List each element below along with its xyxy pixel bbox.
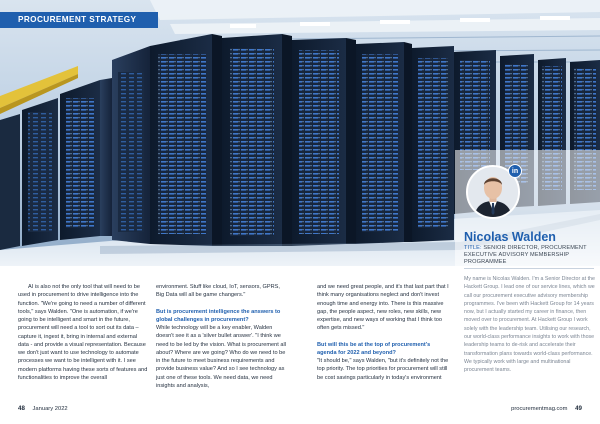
profile-bio: My name is Nicolas Walden. I'm a Senior Director at the Hackett Group. I lead one of our service lines, which we call our procurement executive advisory membership programmes. I've been with Hackett Group for 14 years now, but I actually started my career in finance, then moved over to procurement. At Hackett Group I work solely with the leadership team. Utilising our research, our world-class performance insights to work with those leadership teams to de-risk and accelerate their transformation plans towards world-class performance. We typically work with large and multinational procurement teams. <box>464 276 595 374</box>
profile-title-label: TITLE: <box>464 245 482 251</box>
paragraph: AI is also not the only tool that will need to be used in procurement to drive intelligence into the function. "We're going to need a number of different tools," says Walden. "One is automation, if we're going to be intelligent and smart in the future, procurement will need a tool to sort out its data – capture it, ingest it, bring in internal and external data - and provide a visual representation. Because we don't just want to use technology to automate processes we want to be intelligent with it. I see modern platforms having these sorts of features and functionalities to improve the overall <box>18 284 148 381</box>
profile-title-text: SENIOR DIRECTOR, PROCUREMENT EXECUTIVE ADVISORY MEMBERSHIP PROGRAMMEE <box>464 245 587 265</box>
paragraph: and we need great people, and it's that last part that I think many organisations neglect and don't invest enough time and energy into. There is this massive gap, the people aspect, new roles, new skills, new expertise, and new ways of working that I think too often gets missed." <box>317 284 449 332</box>
page-number-right: 49 <box>575 405 582 412</box>
profile-name: Nicolas Walden <box>464 230 556 244</box>
profile-divider <box>464 268 594 269</box>
section-tag: PROCUREMENT STRATEGY <box>0 12 158 28</box>
site-url[interactable]: procurementmag.com <box>511 406 568 412</box>
article-column-1 <box>18 283 148 390</box>
footer-left <box>18 405 68 412</box>
paragraph: "It should be," says Walden, "but it's definitely not the top priority. The top priorities for procurement will still be cost savings particularly in today's environment <box>317 358 449 381</box>
issue-date: January 2022 <box>32 406 68 412</box>
paragraph: While technology will be a key enabler, Walden doesn't see it as a 'silver bullet answer'. "I think we need to be led by the vision. What is procurement all about? Where are we going? Who do we need to be in the future to meet business requirements and provide business value? And so I see technology as just one of these tools. We need data, we need insights and analysis, <box>156 325 286 389</box>
linkedin-icon[interactable]: in <box>508 164 522 178</box>
article-column-2 <box>156 283 288 398</box>
subheading: But will this be at the top of procurement's agenda for 2022 and beyond? <box>317 341 431 356</box>
article-column-3 <box>317 283 449 390</box>
page-number-left: 48 <box>18 405 25 412</box>
footer-right <box>511 405 582 412</box>
paragraph: environment. Stuff like cloud, IoT, sensors, GPRS, Big Data will all be game changers." <box>156 284 280 299</box>
profile-title <box>464 245 594 266</box>
subheading: But is procurement intelligence the answers to global challenges in procurement? <box>156 308 281 323</box>
